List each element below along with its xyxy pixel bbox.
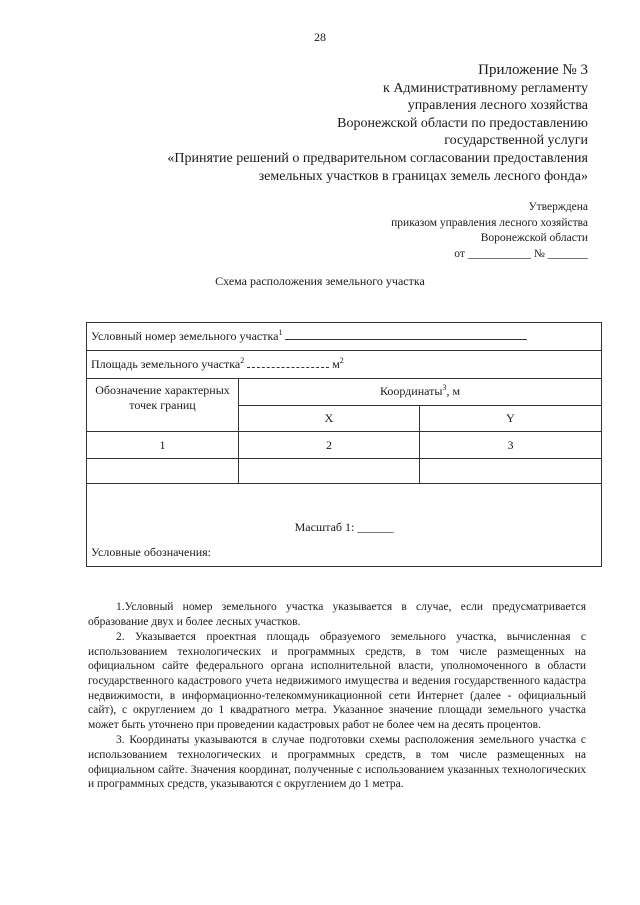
table-row (87, 459, 602, 484)
area-unit-sup: 2 (339, 356, 344, 365)
approval-from-blank: ___________ (467, 247, 532, 260)
approval-order-line2: Воронежской области (480, 232, 588, 244)
page-number: 28 (314, 30, 326, 44)
legend-label: Условные обозначения: (91, 545, 212, 559)
area-cell (87, 351, 602, 379)
scheme-drawing-area (87, 484, 602, 567)
footnote-ref: 3 (442, 383, 447, 393)
annex-header (68, 62, 588, 185)
annex-line: «Принятие решений о предварительном согласовании предоставления (167, 150, 588, 166)
approval-approved: Утверждена (528, 201, 588, 213)
footnote-item: 3. Координаты указываются в случае подготовки схемы расположения земельного участка с использованием технологических и программных средств, в том числе размещенных на официальном сайте. Значения координат, полученные с использованием указанных технологических и программных средств, указываются с округлением до 1 метра. (88, 734, 586, 791)
table-row (87, 432, 602, 459)
approval-from-label: от (454, 247, 465, 260)
footnote-ref: 1 (278, 328, 283, 337)
area-unit: м (332, 357, 340, 371)
conditional-number-cell (87, 323, 602, 351)
scale-label: Масштаб 1: ______ (294, 520, 394, 534)
annex-line: Приложение № 3 (478, 62, 588, 78)
annex-line: управления лесного хозяйства (407, 98, 588, 114)
approval-number-label: № (533, 247, 545, 260)
approval-block (258, 200, 588, 262)
col-y-header: Y (420, 405, 602, 432)
footnote-item: 2. Указывается проектная площадь образуемого земельного участка, вычисленная с использованием технологических и программных средств, в том числе размещенных на официальном сайте федерального органа исполнительной власти, уполномоченного в области государственного кадастрового учета недвижимого имущества и ведения государственного кадастра недвижимости, в информационно-телекоммуникационной сети Интернет (далее - официальный сайт), с округлением до 1 квадратного метра. Указанное значение площади земельного участка может быть уточнено при проведении кадастровых работ не более чем на десять процентов. (88, 631, 586, 731)
col-number: 2 (239, 432, 420, 459)
col-number: 1 (87, 432, 239, 459)
area-field[interactable] (247, 367, 329, 368)
table-cell[interactable] (420, 459, 602, 484)
conditional-number-field[interactable] (285, 339, 527, 340)
approval-date-number (258, 247, 588, 263)
scheme-title: Схема расположения земельного участка (215, 274, 425, 288)
coords-header: Координаты$^3$, м (239, 379, 602, 406)
points-header: Обозначение характерных точек границ (87, 379, 239, 432)
table-row (87, 323, 602, 351)
footnote-item: 1.Условный номер земельного участка указывается в случае, если предусматривается образование двух и более лесных участков. (88, 601, 586, 628)
footnotes (88, 600, 586, 793)
col-number: 3 (420, 432, 602, 459)
footnote-ref: 2 (240, 356, 245, 365)
annex-line: земельных участков в границах земель лесного фонда» (258, 168, 588, 184)
scheme-table (86, 322, 602, 567)
annex-line: Воронежской области по предоставлению (337, 115, 588, 131)
annex-line: к Административному регламенту (383, 80, 588, 96)
conditional-number-label: Условный номер земельного участка (91, 329, 279, 343)
table-row (87, 484, 602, 567)
table-cell[interactable] (87, 459, 239, 484)
approval-order-line1: приказом управления лесного хозяйства (391, 216, 588, 229)
table-cell[interactable] (239, 459, 420, 484)
table-row (87, 351, 602, 379)
col-x-header: X (239, 405, 420, 432)
table-header-row (87, 379, 602, 406)
annex-line: государственной услуги (444, 133, 588, 149)
approval-number-blank: _______ (547, 247, 588, 260)
area-label: Площадь земельного участка (91, 357, 241, 371)
